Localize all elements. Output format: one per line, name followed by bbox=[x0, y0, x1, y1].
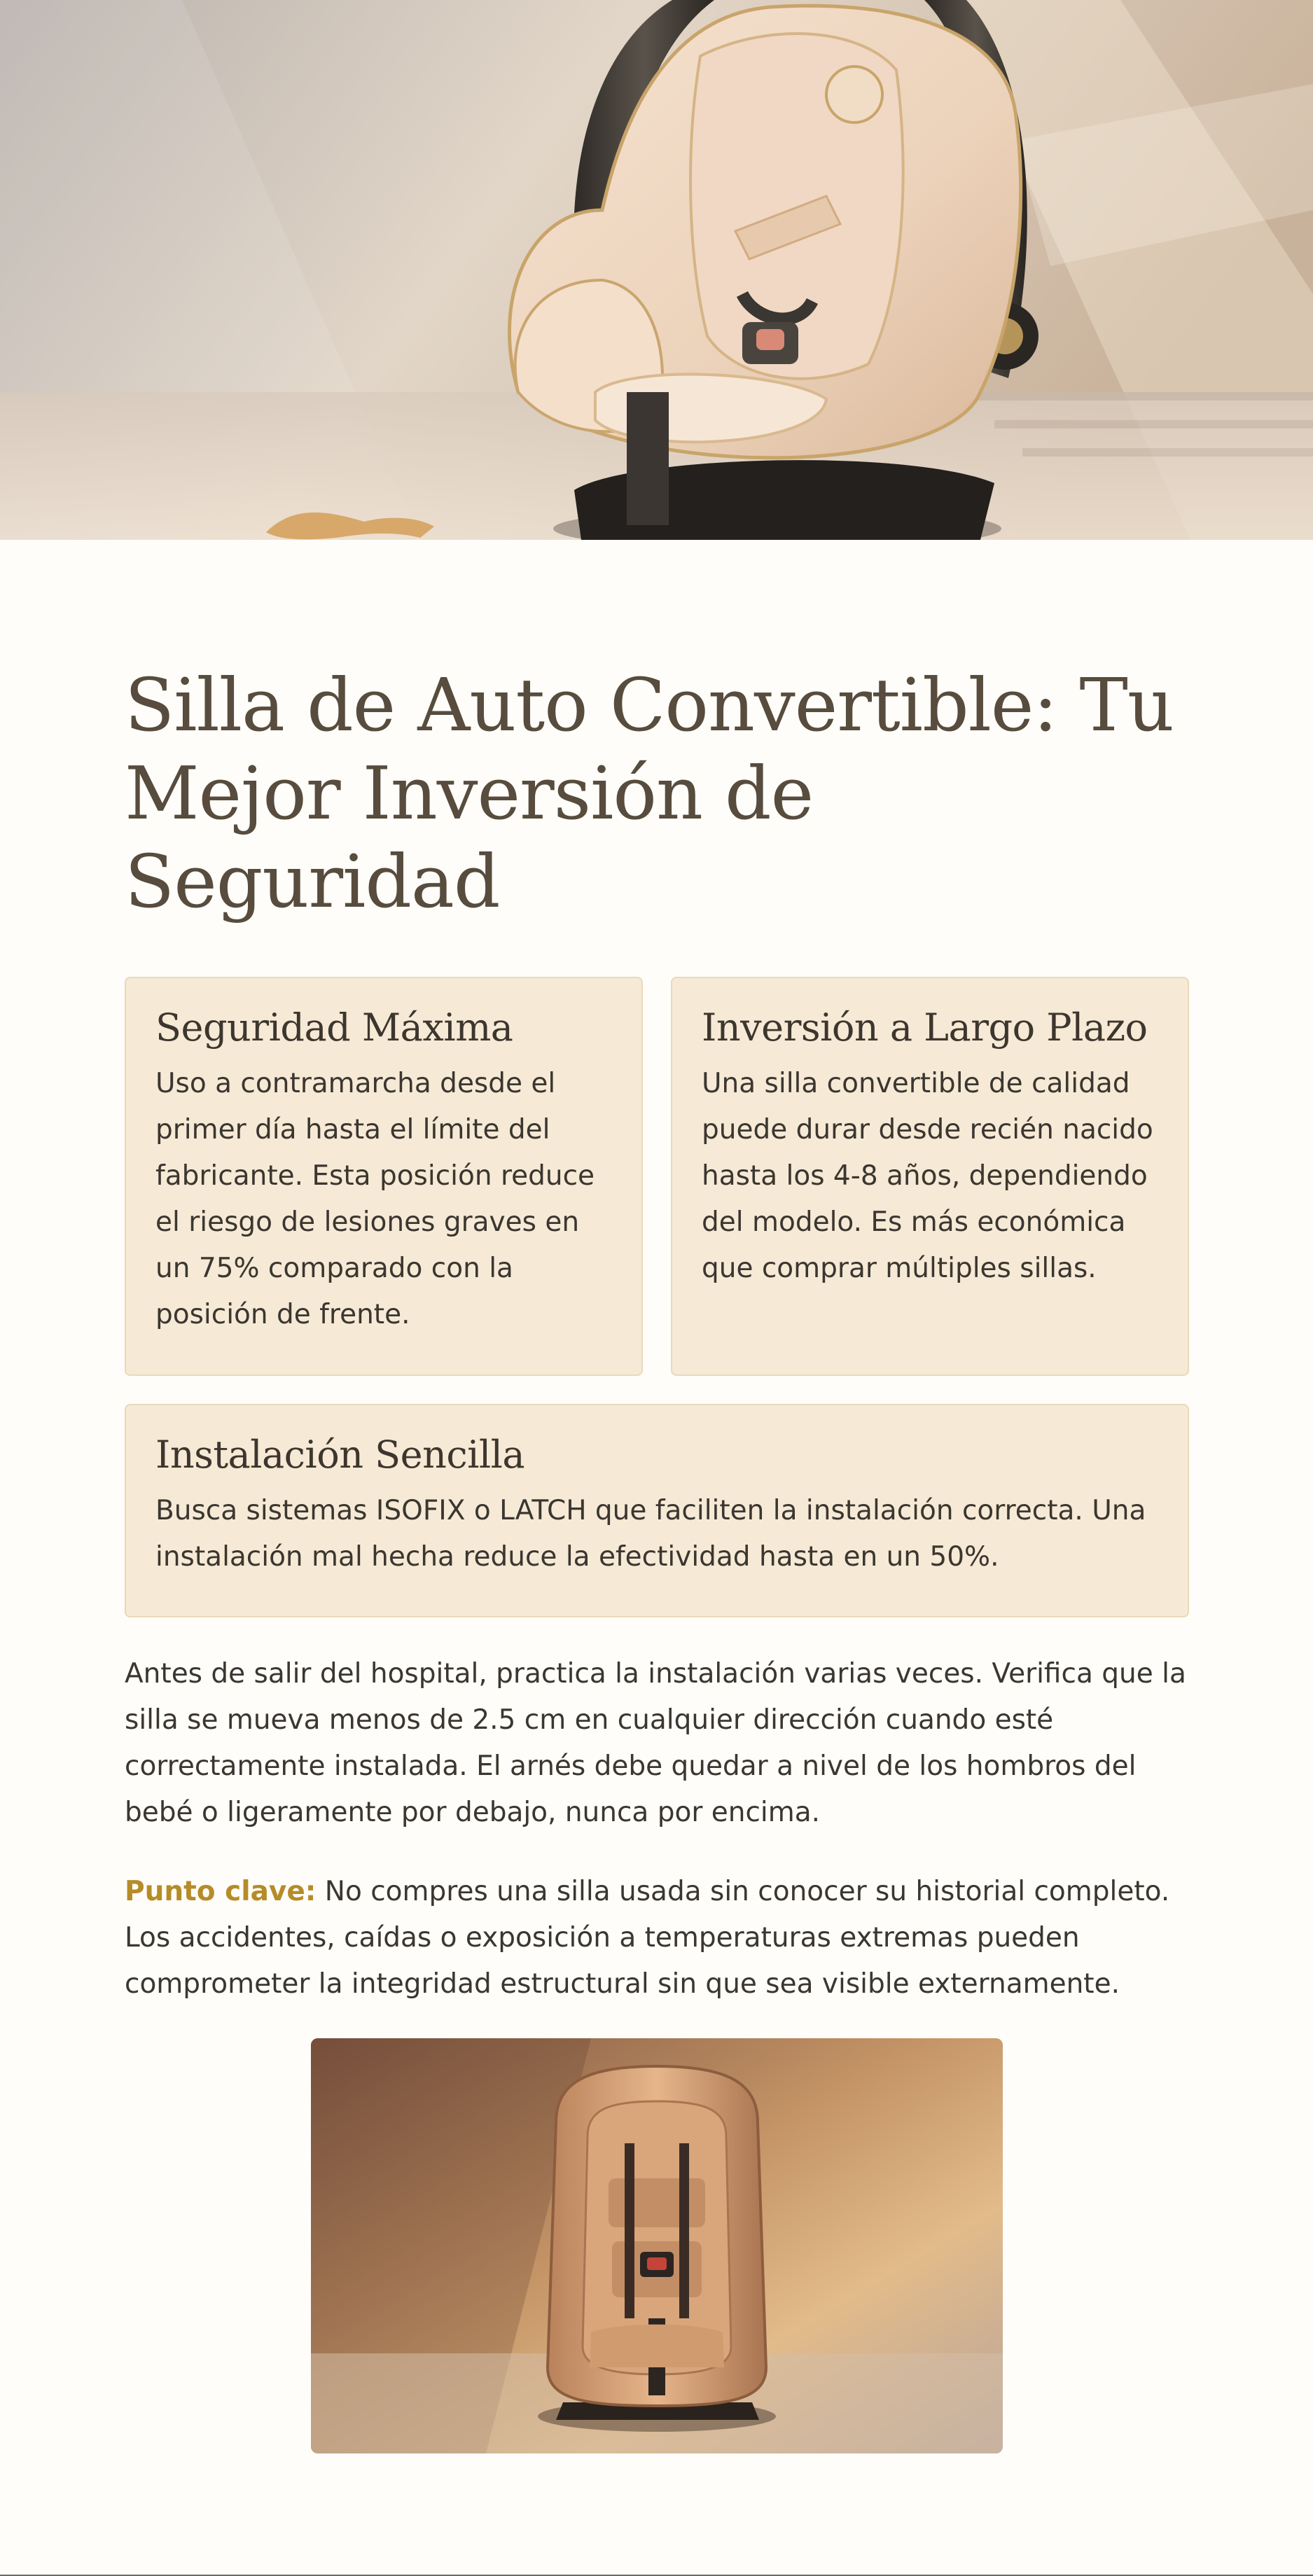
card-seguridad bbox=[125, 977, 643, 1376]
hero-image bbox=[0, 0, 1313, 540]
card-heading: Inversión a Largo Plazo bbox=[702, 1005, 1148, 1050]
key-point-text: No compres una silla usada sin conocer su historial completo. Los accidentes, caídas o exposición a temperaturas extremas pueden comprometer la integridad estructural sin que sea visible externamente. bbox=[125, 1876, 1170, 2000]
card-instalacion bbox=[125, 1404, 1189, 1617]
key-point-paragraph bbox=[125, 1869, 1189, 2007]
car-seat-illustration bbox=[0, 0, 1313, 540]
body-paragraph: Antes de salir del hospital, practica la instalación varias veces. Verifica que la silla se mueva menos de 2.5 cm en cualquier dirección cuando esté correctamente instalada. El arnés debe quedar a nivel de los hombros del bebé o ligeramente por debajo, nunca por encima. bbox=[125, 1658, 1186, 1828]
convertible-seat-image bbox=[311, 2038, 1003, 2453]
card-body: Una silla convertible de calidad puede durar desde recién nacido hasta los 4-8 años, dependiendo del modelo. Es más económica que comprar múltiples sillas. bbox=[702, 1068, 1153, 1284]
convertible-seat-illustration bbox=[311, 2038, 1003, 2453]
card-body: Busca sistemas ISOFIX o LATCH que faciliten la instalación correcta. Una instalación mal hecha reduce la efectividad hasta en un 50%. bbox=[155, 1495, 1146, 1573]
key-point-label: Punto clave: bbox=[125, 1876, 317, 1907]
card-inversion bbox=[671, 977, 1189, 1376]
card-heading: Seguridad Máxima bbox=[155, 1005, 513, 1050]
page-title: Silla de Auto Convertible: Tu Mejor Inversión de Seguridad bbox=[125, 662, 1174, 924]
card-heading: Instalación Sencilla bbox=[155, 1433, 525, 1477]
card-body: Uso a contramarcha desde el primer día hasta el límite del fabricante. Esta posición reduce el riesgo de lesiones graves en un 75% comparado con la posición de frente. bbox=[155, 1068, 595, 1330]
